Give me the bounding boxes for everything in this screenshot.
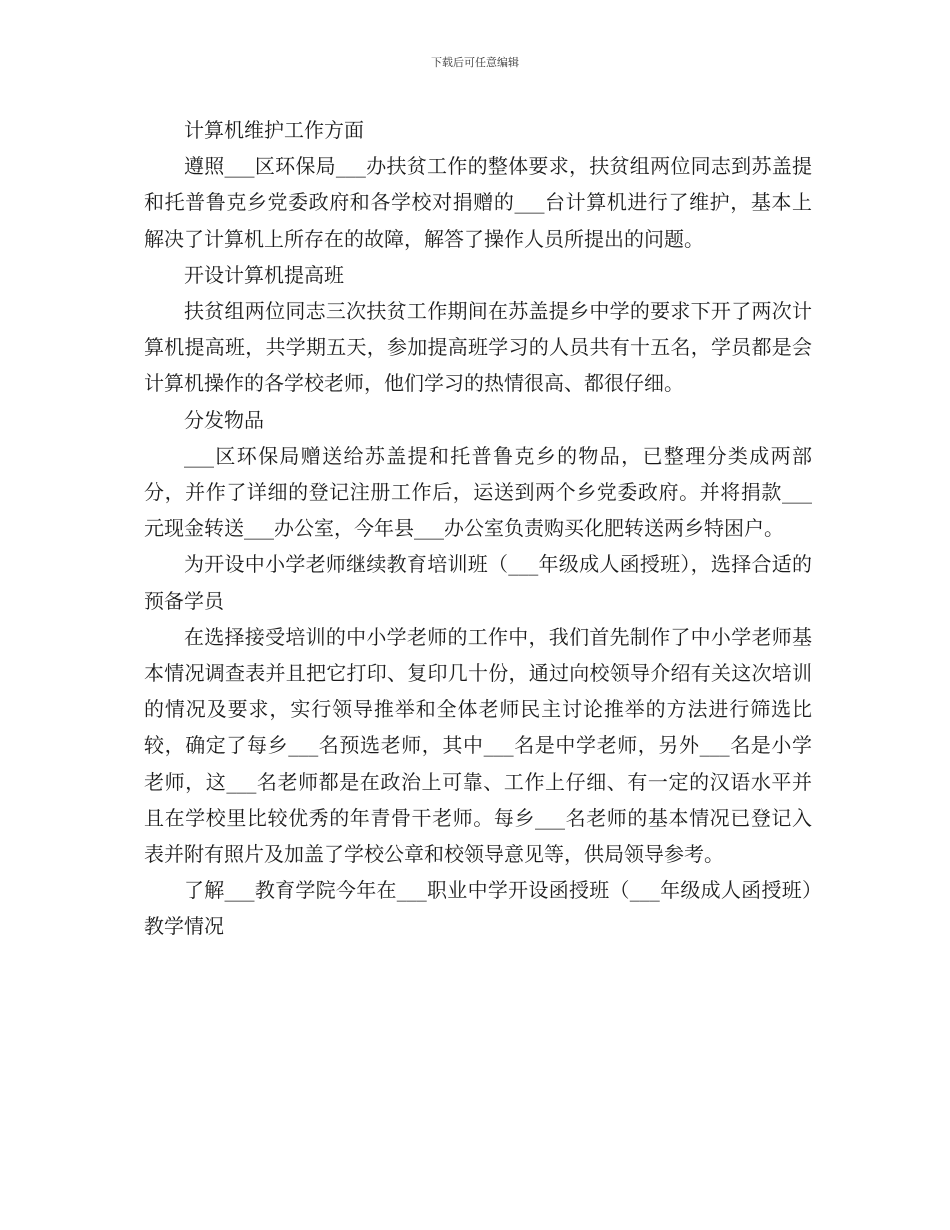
paragraph-teacher-training: 在选择接受培训的中小学老师的工作中，我们首先制作了中小学老师基本情况调查表并且把它打印、复印几十份，通过向校领导介绍有关这次培训的情况及要求，实行领导推举和全体老师民主讨论推举的方法进行筛选比较，确定了每乡___名预选老师，其中___名是中学老师，另外___名是小学老师，这___名老师都是在政治上可靠、工作上仔细、有一定的汉语水平并且在学校里比较优秀的年青骨干老师。每乡___名老师的基本情况已登记入表并附有照片及加盖了学校公章和校领导意见等，供局领导参考。 <box>144 624 812 867</box>
paragraph-distribute-goods: ___区环保局赠送给苏盖提和托普鲁克乡的物品，已整理分类成两部分，并作了详细的登记注册工作后，运送到两个乡党委政府。并将捐款___元现金转送___办公室，今年县___办公室负责购买化肥转送两乡特困户。 <box>144 443 812 541</box>
section-heading-computer-class: 开设计算机提高班 <box>184 262 344 287</box>
section-heading-computer-maintenance: 计算机维护工作方面 <box>184 118 364 142</box>
section-heading-teacher-training: 为开设中小学老师继续教育培训班（___年级成人函授班），选择合适的预备学员 <box>144 552 812 613</box>
section-heading-education-college: 了解___教育学院今年在___职业中学开设函授班（___年级成人函授班）教学情况 <box>144 878 812 939</box>
paragraph-computer-maintenance: 遵照___区环保局___办扶贫工作的整体要求，扶贫组两位同志到苏盖提和托普鲁克乡党委政府和各学校对捐赠的___台计算机进行了维护，基本上解决了计算机上所存在的故障，解答了操作人员所提出的问题。 <box>144 154 812 251</box>
paragraph-computer-class: 扶贫组两位同志三次扶贫工作期间在苏盖提乡中学的要求下开了两次计算机提高班，共学期五天，参加提高班学习的人员共有十五名，学员都是会计算机操作的各学校老师，他们学习的热情很高、都很仔细。 <box>144 299 812 396</box>
page-header: 下载后可任意编辑 <box>431 56 519 69</box>
document-body <box>144 112 812 945</box>
section-heading-distribute-goods: 分发物品 <box>184 407 264 432</box>
